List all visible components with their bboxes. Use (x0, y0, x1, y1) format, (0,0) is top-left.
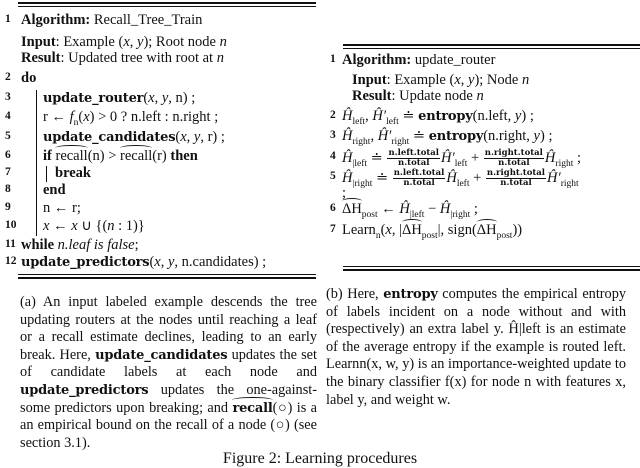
text-segment: left (352, 117, 366, 127)
fraction-numerator: n.left.total (393, 168, 445, 178)
text-segment: Ĥ (544, 149, 556, 166)
algorithm-line (21, 70, 36, 86)
algorithm-line (21, 12, 202, 28)
text-segment: ); Node (474, 72, 522, 88)
text-segment: y (468, 72, 475, 88)
line-number: 2 (5, 71, 11, 83)
text-segment: + (467, 149, 483, 166)
text-segment: Ĥ′ (372, 108, 387, 124)
text-segment: n (216, 50, 224, 66)
keyword: Result (352, 88, 392, 104)
text-segment: right (391, 137, 410, 147)
fraction-numerator: n.right.total (486, 168, 546, 178)
keyword: Input (21, 34, 56, 50)
text-segment: n (476, 88, 484, 104)
text-segment: x (123, 34, 130, 50)
left-bottom-rule-2 (18, 277, 316, 279)
left-top-rule-2 (18, 6, 316, 7)
function-name: update_candidates (43, 130, 176, 145)
text-segment: ) ; (539, 128, 553, 144)
fraction (387, 149, 440, 168)
text-segment: , (370, 128, 378, 144)
fraction-denominator: n.total (498, 158, 530, 168)
text-segment: x (385, 222, 392, 238)
text-segment: post (421, 231, 438, 241)
text-segment: r ← (43, 109, 70, 125)
algorithm-line (43, 182, 66, 198)
text-segment: n (219, 34, 227, 50)
text-segment: ΔH (402, 222, 422, 238)
text-segment: ← (377, 201, 400, 217)
keyword: if (43, 148, 56, 164)
keyword: break (55, 165, 91, 181)
keyword: then (170, 148, 198, 164)
text-segment: ( (380, 222, 386, 238)
text-segment: , (154, 90, 162, 106)
if-block-bar (46, 166, 47, 182)
keyword: Algorithm: (21, 12, 91, 28)
text-segment: ; (134, 237, 139, 253)
text-segment: n (107, 218, 115, 234)
text-segment: ← (49, 218, 72, 234)
text-segment: ) > 0 ? n.left : n.right ; (89, 109, 219, 125)
text-segment: n ← r; (43, 200, 81, 216)
algorithm-line (21, 50, 224, 66)
caption-function: update_predictors (20, 382, 149, 398)
right-bottom-rule (343, 266, 640, 267)
line-number: 6 (5, 149, 11, 161)
keyword: Algorithm: (342, 52, 412, 68)
text-segment: x (148, 90, 155, 106)
text-segment: right (555, 158, 574, 169)
algorithm-line (43, 218, 145, 234)
do-block-bar (36, 90, 37, 236)
subcaption-a (20, 294, 317, 452)
algorithm-line (21, 254, 266, 271)
text-segment: ∪ {( (77, 218, 108, 234)
fraction (393, 169, 446, 188)
text-segment: recall (55, 148, 88, 164)
fraction (484, 149, 544, 168)
text-segment: ) ; (521, 108, 534, 124)
text-segment: |, sign( (437, 222, 477, 238)
text-segment: x (83, 109, 90, 125)
algorithm-line (43, 200, 81, 216)
caption-text: computes the empirical entropy of labels incident on a node without and with (respectively) an extra label y. Ĥ|left is an estimate of the average entropy if the example is routed left. Learnn(x, w, y) is an importance-weighted update to the binary classifier f(x) for node n with features x, label y, and weight w. (326, 286, 627, 408)
text-segment: : Update node (391, 88, 477, 104)
line-number: 10 (5, 219, 17, 231)
algorithm-line (21, 237, 139, 253)
text-segment: x (71, 218, 78, 234)
text-segment: Ĥ (342, 149, 353, 166)
text-segment: left (456, 178, 470, 189)
line-number: 4 (330, 150, 336, 162)
text-segment: post (496, 231, 513, 241)
keyword: Input (352, 72, 387, 88)
text-segment: , (129, 34, 138, 50)
text-segment: ≐ (372, 169, 392, 186)
text-segment: ≐ (398, 108, 419, 124)
line-number: 7 (5, 166, 11, 178)
text-segment: ); Root node (143, 34, 220, 50)
text-segment: , (186, 129, 194, 145)
algorithm-line (342, 169, 579, 192)
text-segment: update_router (411, 52, 496, 68)
text-segment: y (193, 129, 201, 145)
text-segment: y (514, 108, 522, 124)
text-segment: (n.right, (483, 128, 534, 144)
text-segment: ( (175, 129, 181, 145)
right-top-rule-2 (343, 48, 640, 49)
text-segment: Ĥ′ (441, 149, 455, 166)
text-segment: ( (149, 254, 155, 270)
line-number: 5 (330, 170, 336, 182)
right-top-rule (343, 44, 640, 46)
text-segment: Recall_Tree_Train (90, 12, 203, 28)
line-number: 3 (330, 129, 336, 141)
text-segment: |left (409, 210, 425, 220)
text-segment: right (560, 178, 579, 189)
keyword: Result (21, 50, 61, 66)
text-segment: x (180, 129, 187, 145)
left-top-rule (18, 2, 316, 4)
keyword: do (21, 70, 37, 86)
algorithm-line (352, 72, 529, 88)
algorithm-line (342, 108, 534, 130)
text-segment: n (521, 72, 530, 88)
text-segment: Ĥ (446, 169, 457, 186)
text-segment: Ĥ′ (377, 128, 392, 144)
text-segment: y (167, 254, 175, 270)
text-segment: (r) (152, 148, 171, 164)
text-segment: ≐ (367, 149, 387, 166)
text-segment: Ĥ′ (547, 169, 561, 186)
caption-text: updates the one-against-some predictors upon breaking; and (20, 381, 317, 416)
text-segment: ΔH (342, 201, 362, 217)
subcaption-b (326, 286, 626, 409)
text-segment: ( (143, 90, 149, 106)
algorithm-line (342, 52, 495, 68)
text-segment: : 1)} (114, 218, 145, 234)
text-segment: Learn (342, 222, 376, 238)
line-number: 11 (5, 238, 16, 250)
text-segment: , r) ; (200, 129, 225, 145)
text-segment: , | (391, 222, 402, 238)
line-number: 3 (5, 91, 11, 103)
keyword: while (21, 237, 58, 253)
text-segment: Ĥ (439, 201, 451, 217)
text-segment: x (454, 72, 461, 88)
text-segment: , n.candidates) ; (174, 254, 267, 270)
caption-function: recall (232, 400, 273, 416)
text-segment: (n) > (87, 148, 121, 164)
text-segment: post (361, 210, 378, 220)
text-segment: Ĥ (342, 169, 353, 186)
line-number: 1 (5, 13, 11, 25)
algorithm-line (352, 88, 484, 104)
text-segment: − (424, 201, 440, 217)
text-segment: Ĥ (342, 108, 353, 124)
fraction-numerator: n.right.total (484, 148, 543, 158)
text-segment: f (69, 109, 74, 125)
text-segment: : Updated tree with root at (60, 50, 217, 66)
text-segment: ; (470, 201, 478, 217)
algorithm-line (342, 128, 552, 150)
text-segment: right (352, 137, 371, 147)
caption-text: (○) is a an empirical bound on the recall of a node (○) (see section 3.1). (20, 399, 317, 451)
function-name: update_predictors (21, 255, 150, 270)
line-number: 4 (5, 110, 11, 122)
text-segment: : Example ( (55, 34, 124, 50)
fraction-denominator: n.total (500, 178, 532, 188)
line-number: 5 (5, 130, 11, 142)
figure-caption: Figure 2: Learning procedures (222, 450, 418, 467)
text-segment: |right (450, 210, 471, 220)
caption-function: entropy (383, 287, 438, 302)
text-segment: , (160, 254, 168, 270)
text-segment: n.leaf is false (57, 237, 135, 253)
text-segment: : Example ( (386, 72, 455, 88)
caption-text: updates the set of candidate labels at each node and (20, 346, 318, 381)
text-segment: y (161, 90, 169, 106)
line-number: 9 (5, 201, 11, 213)
text-segment: recall (120, 148, 153, 164)
line-number: 8 (5, 183, 11, 195)
text-segment: n (375, 231, 381, 241)
line-number: 2 (330, 109, 336, 121)
algorithm-line (342, 222, 522, 244)
algorithm-line (43, 90, 195, 107)
text-segment: left (454, 158, 468, 169)
right-bottom-rule-2 (343, 269, 640, 271)
algorithm-line (55, 165, 91, 181)
fraction-denominator: n.total (398, 158, 430, 168)
line-number: 1 (330, 53, 336, 65)
algorithm-line (43, 109, 218, 131)
text-segment: , (365, 108, 373, 124)
text-segment: ΔH (476, 222, 497, 238)
line-number: 12 (5, 255, 17, 267)
line-number: 6 (330, 202, 336, 214)
text-segment: ; (342, 185, 347, 201)
text-segment: |right (352, 178, 373, 189)
text-segment: y (533, 128, 540, 144)
text-segment: ( (78, 109, 84, 125)
text-segment: , (460, 72, 469, 88)
text-segment: left (386, 117, 399, 127)
function-name: entropy (428, 129, 484, 144)
text-segment: |left (352, 158, 368, 169)
fraction (486, 169, 546, 188)
text-segment: , n) ; (168, 90, 196, 106)
text-segment: x (154, 254, 161, 270)
text-segment: (n.left, (472, 108, 515, 124)
caption-function: update_candidates (95, 347, 228, 363)
caption-text: (a) An input labeled example descends the tree updating routers at the nodes until reaching a leaf or a recall estimate declines, leading to an early break. Here, (20, 294, 317, 363)
algorithm-line (43, 129, 225, 146)
function-name: update_router (43, 91, 144, 106)
left-bottom-rule (18, 274, 316, 275)
text-segment: n (73, 118, 79, 128)
caption-text: (b) Here, (326, 286, 384, 302)
text-segment: Ĥ (342, 128, 353, 144)
text-segment: ≐ (409, 128, 429, 144)
keyword: end (43, 182, 66, 198)
line-number: 7 (330, 223, 336, 235)
text-segment: )) (512, 222, 523, 238)
fraction-denominator: n.total (403, 178, 435, 188)
text-segment: Ĥ (399, 201, 410, 217)
text-segment: x (43, 218, 50, 234)
text-segment: + (469, 169, 485, 186)
algorithm-line (43, 148, 198, 164)
algorithm-line (21, 34, 227, 50)
function-name: entropy (418, 109, 473, 124)
text-segment: ; (573, 149, 582, 166)
text-segment: y (137, 34, 144, 50)
fraction-numerator: n.left.total (388, 148, 440, 158)
